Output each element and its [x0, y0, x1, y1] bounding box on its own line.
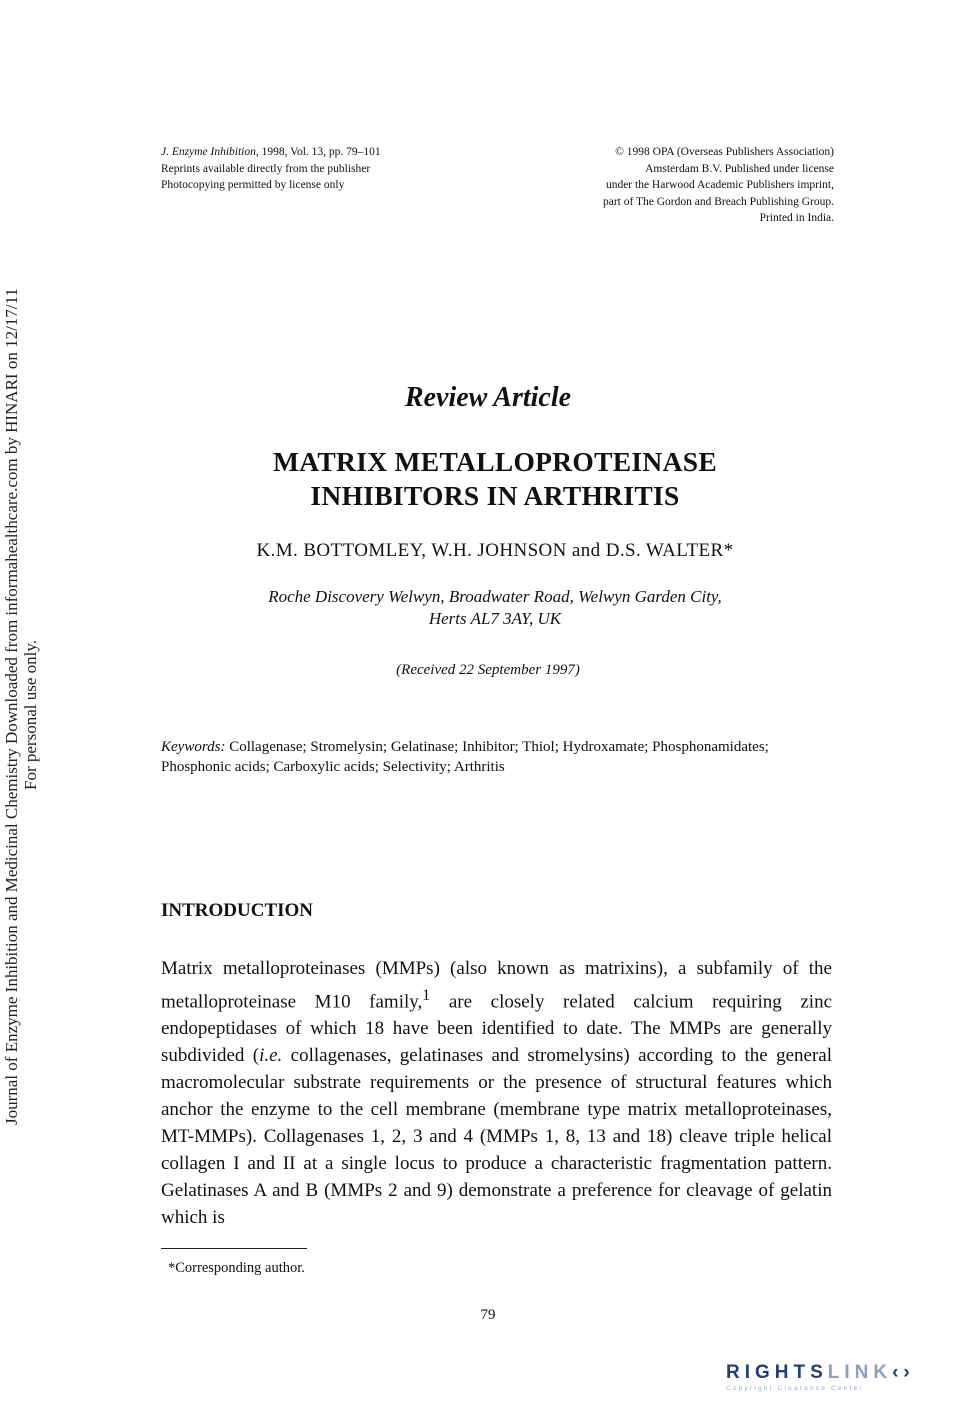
rightslink-symbol-icon: ‹›: [892, 1362, 915, 1383]
rightslink-subtitle: Copyright Clearance Center: [726, 1385, 864, 1392]
photocopy-note: Photocopying permitted by license only: [161, 179, 345, 191]
received-date: (Received 22 September 1997): [396, 662, 580, 678]
footnote-rule: [161, 1248, 307, 1249]
rightslink-logo[interactable]: [726, 1362, 970, 1408]
affiliation-line-1: Roche Discovery Welwyn, Broadwater Road, Welwyn Garden City,: [268, 587, 722, 606]
keywords: [161, 738, 833, 777]
download-watermark: [0, 0, 40, 1125]
journal-citation: [161, 144, 491, 161]
header-right: [520, 144, 834, 227]
keywords-label: Keywords:: [161, 739, 226, 755]
affiliation-line-2: Herts AL7 3AY, UK: [428, 609, 562, 628]
journal-name: J. Enzyme Inhibition,: [161, 146, 259, 158]
printed-in: Printed in India.: [759, 212, 834, 224]
affiliation: [0, 586, 976, 630]
title-line-2: INHIBITORS IN ARTHRITIS: [310, 480, 680, 511]
rightslink-part-1: RIGHTS: [726, 1362, 828, 1383]
paragraph-text-c: collagenases, gelatinases and stromelysins) according to the general macromolecular substrate requirements or the presence of structural features which anchor the enzyme to the cell membrane (membrane type matrix metalloproteinases, MT-MMPs). Collagenases 1, 2, 3 and 4 (MMPs 1, 8, 13 and 18) cleave triple helical collagen I and II at a single locus to produce a characteristic fragmentation pattern. Gelatinases A and B (MMPs 2 and 9) demonstrate a preference for cleavage of gelatin which is: [161, 1045, 832, 1229]
page-number: 79: [480, 1307, 496, 1323]
keywords-list: Collagenase; Stromelysin; Gelatinase; Inhibitor; Thiol; Hydroxamate; Phosphonamidates; Phosphonic acids; Carboxylic acids; Selectivity; Arthritis: [161, 739, 769, 775]
footnote: *Corresponding author.: [168, 1260, 305, 1276]
paragraph-text-a: Matrix metalloproteinases (MMPs) (also known as matrixins), a subfamily of the metalloproteinase M10 family,: [161, 958, 832, 1013]
rightslink-part-2: LINK: [827, 1362, 893, 1383]
article-type: Review Article: [404, 382, 572, 413]
introduction-paragraph: [161, 955, 832, 1231]
paragraph-text-b: are closely related calcium requiring zinc endopeptidases of which 18 have been identified to date. The MMPs are generally subdivided (: [161, 991, 832, 1067]
authors: K.M. BOTTOMLEY, W.H. JOHNSON and D.S. WALTER*: [256, 540, 734, 561]
copyright-line: © 1998 OPA (Overseas Publishers Association): [615, 146, 834, 158]
reference-marker: 1: [422, 987, 431, 1004]
download-note-line-2: For personal use only.: [21, 640, 40, 790]
publisher-line-4: part of The Gordon and Breach Publishing Group.: [602, 195, 834, 208]
download-note-line-1: Journal of Enzyme Inhibition and Medicinal Chemistry Downloaded from informahealthcare.com by HINARI on 12/17/11: [2, 288, 21, 1125]
publisher-line-3: under the Harwood Academic Publishers imprint,: [605, 179, 834, 191]
header-left: [161, 144, 491, 194]
article-title: [0, 445, 976, 513]
ie-abbreviation: i.e.: [259, 1045, 283, 1067]
introduction-heading: INTRODUCTION: [161, 900, 314, 921]
reprints-note: Reprints available directly from the publisher: [161, 162, 371, 175]
publisher-line-2: Amsterdam B.V. Published under license: [645, 162, 834, 175]
rightslink-wordmark: [726, 1362, 970, 1384]
introduction-body: [161, 955, 832, 1231]
title-line-1: MATRIX METALLOPROTEINASE: [273, 446, 717, 477]
journal-details: 1998, Vol. 13, pp. 79–101: [258, 146, 381, 158]
